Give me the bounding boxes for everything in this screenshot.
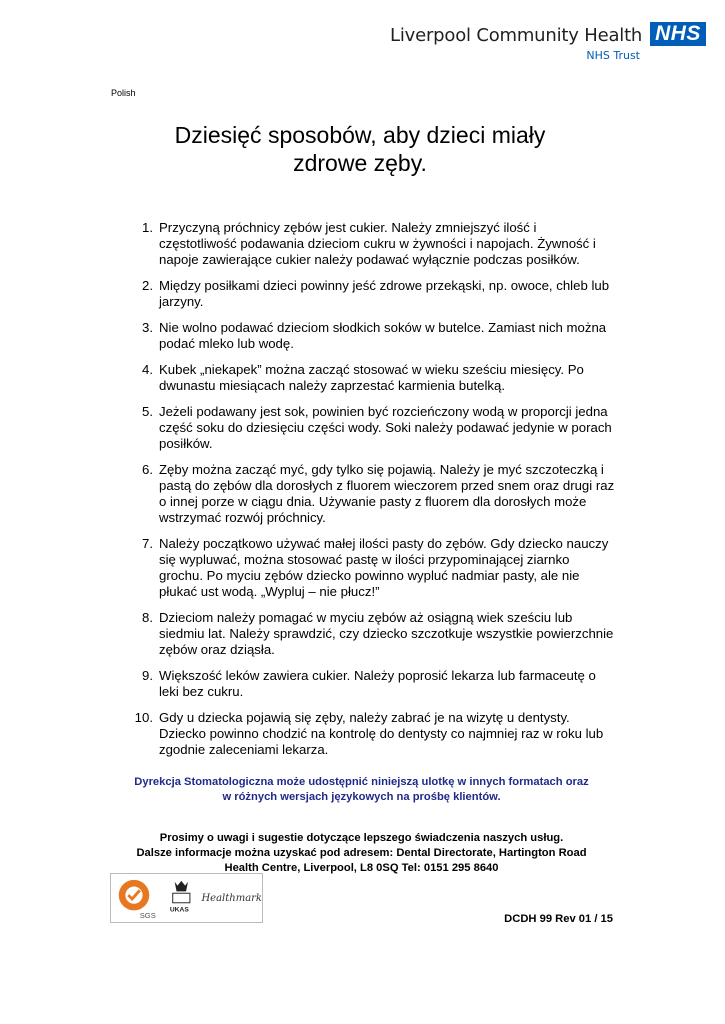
format-notice [110, 775, 613, 805]
document-reference: DCDH 99 Rev 01 / 15 [504, 913, 613, 925]
contact-footer [110, 831, 613, 876]
title-line-2: zdrowe zęby. [293, 150, 427, 176]
item-number: 4. [142, 362, 153, 377]
title-line-1: Dziesięć sposobów, aby dzieci miały [174, 122, 546, 148]
list-item [116, 320, 616, 352]
list-item [116, 536, 616, 600]
item-number: 10. [134, 710, 153, 725]
page-title [110, 121, 610, 177]
item-number: 2. [142, 278, 153, 293]
nhs-logo: NHS [650, 22, 706, 46]
tips-list [116, 220, 616, 768]
item-text: Należy początkowo używać małej ilości pasty do zębów. Gdy dziecko nauczy się wypluwać, można stosować pastę w ilości przypominającej ziarnko grochu. Po myciu zębów dziecko powinno wypluć nadmiar pasty, ale nie płukać ust wodą. „Wypluj – nie płucz!” [159, 536, 609, 599]
language-label: Polish [111, 88, 136, 98]
item-text: Kubek „niekapek” można zacząć stosować w wieku sześciu miesięcy. Po dwunastu miesiącach należy zaprzestać karmienia butelką. [159, 362, 584, 393]
list-item [116, 610, 616, 658]
item-text: Nie wolno podawać dzieciom słodkich soków w butelce. Zamiast nich można podać mleko lub wodę. [159, 320, 607, 351]
list-item [116, 278, 616, 310]
list-item [116, 710, 616, 758]
list-item [116, 362, 616, 394]
item-number: 7. [142, 536, 153, 551]
org-subtitle: NHS Trust [586, 49, 640, 62]
svg-text:UKAS: UKAS [169, 906, 189, 914]
item-number: 5. [142, 404, 153, 419]
footer-line-1: Prosimy o uwagi i sugestie dotyczące lepszego świadczenia naszych usług. [159, 832, 564, 844]
item-text: Przyczyną próchnicy zębów jest cukier. Należy zmniejszyć ilość i częstotliwość podawania dzieciom cukru w żywności i napojach. Żywność i napoje zawierające cukier należy podawać wyłącznie podczas posiłków. [159, 220, 596, 267]
svg-text:SGS: SGS [139, 911, 156, 921]
item-number: 3. [142, 320, 153, 335]
list-item [116, 668, 616, 700]
sgs-logo [113, 875, 159, 921]
list-item [116, 462, 616, 526]
item-number: 9. [142, 668, 153, 683]
footer-line-3: Health Centre, Liverpool, L8 0SQ Tel: 0151 295 8640 [224, 862, 499, 874]
certification-logos [110, 873, 263, 923]
list-item [116, 220, 616, 268]
item-text: Gdy u dziecka pojawią się zęby, należy zabrać je na wizytę u dentysty. Dziecko powinno chodzić na kontrolę do dentysty co najmniej raz w roku lub zgodnie zaleceniami lekarza. [159, 710, 604, 757]
org-header [390, 25, 643, 62]
item-text: Jeżeli podawany jest sok, powinien być rozcieńczony wodą w proporcji jedna część soku do dziesięciu części wody. Soki należy podawać jedynie w porach posiłków. [159, 404, 612, 451]
item-number: 1. [142, 220, 153, 235]
notice-line-1: Dyrekcja Stomatologiczna może udostępnić niniejszą ulotkę w innych formatach oraz [134, 776, 589, 788]
item-text: Między posiłkami dzieci powinny jeść zdrowe przekąski, np. owoce, chleb lub jarzyny. [159, 278, 610, 309]
item-text: Większość leków zawiera cukier. Należy poprosić lekarza lub farmaceutę o leki bez cukru. [159, 668, 596, 699]
list-item [116, 404, 616, 452]
item-number: 8. [142, 610, 153, 625]
item-text: Dzieciom należy pomagać w myciu zębów aż osiągną wiek sześciu lub siedmiu lat. Należy sprawdzić, czy dziecko szczotkuje wszystkie powierzchnie zębów oraz dziąsła. [159, 610, 614, 657]
item-text: Zęby można zacząć myć, gdy tylko się pojawią. Należy je myć szczoteczką i pastą do zębów dla dorosłych z fluorem wieczorem przed snem oraz drugi raz o innej porze w ciągu dnia. Używanie pasty z fluorem dla dorosłych może wstrzymać rozwój próchnicy. [159, 462, 615, 525]
footer-line-2: Dalsze informacje można uzyskać pod adresem: Dental Directorate, Hartington Road [136, 847, 587, 859]
ukas-logo [167, 875, 196, 921]
notice-line-2: w różnych wersjach językowych na prośbę klientów. [222, 791, 501, 803]
item-number: 6. [142, 462, 153, 477]
healthmark-logo: Healthmark [201, 892, 262, 904]
org-name: Liverpool Community Health [390, 25, 643, 46]
